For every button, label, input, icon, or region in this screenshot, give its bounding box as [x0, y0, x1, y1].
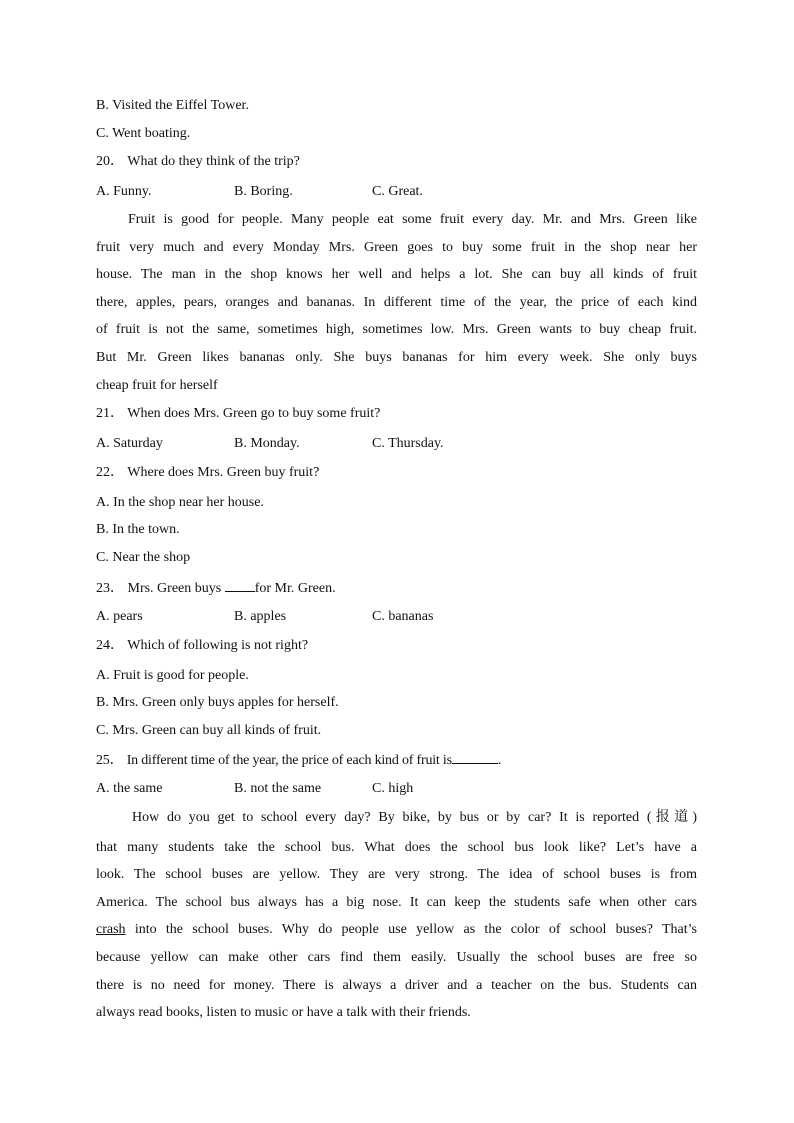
passage-fruit-line: cheap fruit for herself — [96, 377, 218, 393]
passage-fruit-line: Fruit is good for people. Many people eat some fruit every day. Mr. and Mrs. Green like — [128, 212, 697, 227]
q23-option-a: A. pears — [96, 609, 143, 624]
q21-option-b: B. Monday. — [234, 436, 300, 451]
passage-bus-line: that many students take the school bus. What does the school bus look like? Let’s have a — [96, 839, 697, 855]
q25-option-a: A. the same — [96, 781, 163, 796]
q20-question: 20． What do they think of the trip? — [96, 154, 300, 169]
passage-fruit-line: But Mr. Green likes bananas only. She buys bananas for him every week. She only buys — [96, 349, 697, 365]
q23-question-rest: for Mr. Green. — [254, 581, 336, 596]
answer-blank — [225, 578, 255, 592]
q25-option-b: B. not the same — [234, 781, 322, 796]
q24-option-b: B. Mrs. Green only buys apples for herself. — [96, 695, 339, 710]
passage-bus-line: there is no need for money. There is always a driver and a teacher on the bus. Students can — [96, 977, 697, 993]
q25-question-rest: . — [497, 753, 502, 768]
q25-question — [96, 750, 501, 770]
answer-blank — [452, 750, 498, 764]
q21-option-a: A. Saturday — [96, 436, 163, 451]
passage-bus-line: America. The school bus always has a big nose. It can keep the students safe when other cars — [96, 894, 697, 910]
q19-option-c: C. Went boating. — [96, 126, 191, 141]
passage-fruit-line: fruit very much and every Monday Mrs. Green goes to buy some fruit in the shop near her — [96, 239, 697, 255]
underlined-word-crash: crash — [96, 922, 126, 938]
passage-bus-line-rest: into the school buses. Why do people use yellow as the color of school buses? That’s — [125, 922, 697, 938]
q23-option-b: B. apples — [234, 609, 287, 624]
q19-option-b: B. Visited the Eiffel Tower. — [96, 98, 249, 113]
q21-question: 21． When does Mrs. Green go to buy some fruit? — [96, 406, 381, 421]
q23-question — [96, 578, 336, 598]
q24-option-a: A. Fruit is good for people. — [96, 668, 249, 683]
q24-question: 24． Which of following is not right? — [96, 638, 309, 653]
q22-option-a: A. In the shop near her house. — [96, 495, 264, 510]
passage-bus-line: How do you get to school every day? By bike, by bus or by car? It is reported (报道) — [132, 810, 697, 825]
q22-option-c: C. Near the shop — [96, 550, 191, 565]
passage-bus-line — [96, 921, 697, 939]
passage-fruit-line: there, apples, pears, oranges and bananas. In different time of the year, the price of each kind — [96, 294, 697, 310]
q20-option-c: C. Great. — [372, 184, 423, 199]
q23-option-c: C. bananas — [372, 609, 434, 624]
passage-bus-line: because yellow can make other cars find them easily. Usually the school buses are free so — [96, 949, 697, 965]
q24-option-c: C. Mrs. Green can buy all kinds of fruit. — [96, 723, 322, 738]
passage-school-bus — [96, 809, 697, 1032]
q25-question-text: 25． In different time of the year, the price of each kind of fruit is — [96, 753, 452, 768]
q20-option-a: A. Funny. — [96, 184, 152, 199]
q22-option-b: B. In the town. — [96, 522, 180, 537]
passage-fruit — [96, 211, 697, 404]
q25-option-c: C. high — [372, 781, 414, 796]
q20-option-b: B. Boring. — [234, 184, 293, 199]
passage-bus-line: always read books, listen to music or have a talk with their friends. — [96, 1005, 471, 1021]
q22-question: 22． Where does Mrs. Green buy fruit? — [96, 465, 320, 480]
q23-question-text: 23． Mrs. Green buys — [96, 581, 225, 596]
passage-bus-line: look. The school buses are yellow. They are very strong. The idea of school buses is from — [96, 867, 697, 883]
passage-fruit-line: house. The man in the shop knows her well and helps a lot. She can buy all kinds of fruit — [96, 267, 697, 283]
q21-option-c: C. Thursday. — [372, 436, 444, 451]
passage-fruit-line: of fruit is not the same, sometimes high, sometimes low. Mrs. Green wants to buy cheap fruit. — [96, 322, 697, 338]
